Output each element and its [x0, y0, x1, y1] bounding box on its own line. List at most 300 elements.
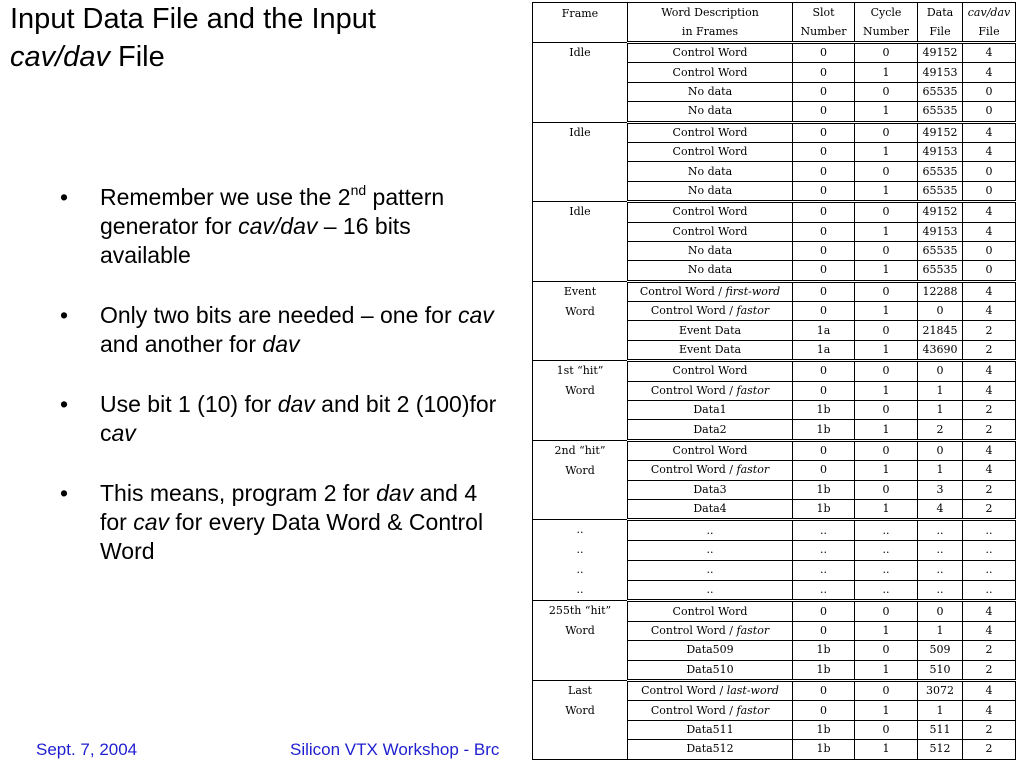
cavdav-file-cell: ..: [963, 580, 1016, 601]
slot-number-cell: 0: [793, 142, 855, 161]
frame-cell: [533, 202, 628, 282]
cavdav-file-cell: ..: [963, 520, 1016, 541]
word-description-text: Event Data: [678, 343, 742, 357]
bullet-text: This means, program 2 for: [100, 480, 377, 506]
slide-title-line1: Input Data File and the Input: [10, 3, 376, 35]
word-description-cell: [628, 321, 793, 340]
cycle-number-cell: ..: [855, 520, 918, 541]
cycle-number-cell: 0: [855, 321, 918, 340]
word-description-text: fastor: [736, 703, 770, 717]
column-header: [533, 3, 628, 43]
column-header-text: Cycle: [870, 6, 902, 19]
word-description-cell: [628, 102, 793, 122]
word-description-text: Data1: [693, 403, 727, 417]
word-description-text: Control Word /: [650, 703, 737, 717]
frame-label: Word: [565, 304, 595, 318]
frame-label: Idle: [569, 46, 591, 59]
frame-label: Word: [565, 384, 595, 398]
frame-label: 255th “hit”: [548, 604, 612, 618]
word-description-text: No data: [687, 244, 733, 258]
cavdav-file-cell: 4: [963, 680, 1016, 700]
word-description-text: Control Word: [672, 604, 748, 618]
data-file-cell: 1: [918, 381, 963, 400]
cavdav-file-cell: 4: [963, 122, 1016, 142]
table-row: [533, 361, 1016, 381]
frame-label: Word: [565, 463, 595, 477]
frame-cell: [533, 520, 628, 601]
slot-number-cell: 1b: [793, 401, 855, 420]
data-file-cell: 512: [918, 740, 963, 759]
data-file-cell: ..: [918, 520, 963, 541]
cavdav-file-cell: 0: [963, 102, 1016, 122]
bullet-text: dav: [376, 480, 414, 506]
cycle-number-cell: 0: [855, 361, 918, 381]
data-file-cell: 3: [918, 480, 963, 499]
column-header: [963, 3, 1016, 43]
data-file-cell: 12288: [918, 281, 963, 301]
cavdav-file-cell: 0: [963, 82, 1016, 101]
cycle-number-cell: 0: [855, 680, 918, 700]
cycle-number-cell: 1: [855, 142, 918, 161]
frame-label: 1st “hit”: [556, 364, 604, 378]
slot-number-cell: 0: [793, 241, 855, 260]
word-description-cell: [628, 621, 793, 640]
cycle-number-cell: 1: [855, 499, 918, 519]
data-file-cell: 49152: [918, 202, 963, 222]
word-description-text: Event Data: [678, 323, 742, 337]
word-description-cell: [628, 122, 793, 142]
cycle-number-cell: 1: [855, 222, 918, 241]
frame-label: Idle: [569, 125, 591, 139]
column-header: [793, 3, 855, 43]
data-file-cell: 0: [918, 302, 963, 321]
column-header-text: Slot: [812, 6, 835, 19]
data-file-cell: ..: [918, 541, 963, 561]
cycle-number-cell: 0: [855, 82, 918, 101]
slot-number-cell: 0: [793, 302, 855, 321]
slot-number-cell: 0: [793, 461, 855, 480]
frame-label: Last: [568, 683, 592, 697]
word-description-cell: [628, 660, 793, 680]
word-description-text: Control Word: [672, 46, 748, 60]
data-file-cell: 65535: [918, 82, 963, 101]
word-description-cell: [628, 241, 793, 260]
bullet-text: cav/dav: [238, 213, 318, 239]
word-description-cell: [628, 43, 793, 63]
slot-number-cell: 0: [793, 102, 855, 122]
cavdav-file-cell: 4: [963, 361, 1016, 381]
word-description-cell: [628, 480, 793, 499]
slot-number-cell: 1b: [793, 740, 855, 759]
column-header: [918, 3, 963, 43]
cavdav-file-cell: 2: [963, 660, 1016, 680]
cycle-number-cell: 1: [855, 701, 918, 720]
word-description-text: ..: [706, 582, 714, 596]
bullet-text: and bit 2 (100)for c: [100, 391, 497, 446]
slot-number-cell: 0: [793, 601, 855, 621]
data-file-cell: 49152: [918, 43, 963, 63]
cycle-number-cell: 1: [855, 740, 918, 759]
column-header-text: in Frames: [681, 25, 739, 38]
slot-number-cell: 1b: [793, 641, 855, 660]
word-description-text: Control Word: [672, 224, 748, 238]
data-file-cell: 65535: [918, 261, 963, 281]
slot-number-cell: 1b: [793, 499, 855, 519]
cavdav-file-cell: 4: [963, 43, 1016, 63]
cavdav-file-cell: 2: [963, 321, 1016, 340]
word-description-text: Control Word: [672, 205, 748, 219]
word-description-text: ..: [706, 523, 714, 537]
cycle-number-cell: 0: [855, 440, 918, 460]
frame-label: Idle: [569, 205, 591, 219]
frame-cell: [533, 680, 628, 759]
slot-number-cell: 0: [793, 381, 855, 400]
word-description-text: Data511: [686, 722, 734, 736]
table-header-row: [533, 3, 1016, 43]
slide-title-file: File: [109, 41, 165, 73]
word-description-cell: [628, 580, 793, 601]
cavdav-file-cell: 2: [963, 340, 1016, 360]
word-description-text: No data: [687, 164, 733, 178]
cavdav-file-cell: ..: [963, 541, 1016, 561]
bullet-text: Remember we use the 2: [100, 184, 351, 210]
column-header: [855, 3, 918, 43]
word-description-text: Data512: [686, 742, 734, 756]
word-description-text: Data509: [686, 643, 734, 657]
table-row: [533, 202, 1016, 222]
cavdav-file-cell: 4: [963, 440, 1016, 460]
data-file-cell: 21845: [918, 321, 963, 340]
cycle-number-cell: 1: [855, 302, 918, 321]
word-description-cell: [628, 440, 793, 460]
frame-cell: [533, 440, 628, 520]
column-header-text: [533, 23, 627, 42]
frame-label: ..: [576, 583, 584, 597]
cavdav-file-cell: 2: [963, 401, 1016, 420]
word-description-text: Control Word: [672, 65, 748, 79]
word-description-cell: [628, 560, 793, 580]
table-row: [533, 440, 1016, 460]
data-file-cell: 65535: [918, 162, 963, 181]
cycle-number-cell: 0: [855, 202, 918, 222]
data-file-cell: 49153: [918, 142, 963, 161]
data-file-cell: 510: [918, 660, 963, 680]
word-description-cell: [628, 401, 793, 420]
data-file-cell: 4: [918, 499, 963, 519]
bullet-text: cav: [133, 509, 170, 535]
word-description-cell: [628, 520, 793, 541]
slot-number-cell: 0: [793, 680, 855, 700]
data-file-cell: 49153: [918, 222, 963, 241]
bullet-text: Only two bits are needed – one for: [100, 302, 458, 328]
word-description-cell: [628, 381, 793, 400]
cavdav-file-cell: 2: [963, 740, 1016, 759]
slot-number-cell: 0: [793, 82, 855, 101]
cavdav-file-cell: 4: [963, 601, 1016, 621]
cycle-number-cell: 0: [855, 122, 918, 142]
cavdav-file-cell: 4: [963, 142, 1016, 161]
slot-number-cell: 0: [793, 222, 855, 241]
frame-label: ..: [576, 523, 584, 537]
column-header-text: Number: [800, 25, 847, 38]
slot-number-cell: 1b: [793, 480, 855, 499]
data-file-cell: 1: [918, 461, 963, 480]
slot-number-cell: 0: [793, 43, 855, 63]
word-description-cell: [628, 261, 793, 281]
word-description-text: Control Word: [672, 364, 748, 378]
table-row: [533, 122, 1016, 142]
slot-number-cell: 0: [793, 63, 855, 82]
cavdav-file-cell: 2: [963, 480, 1016, 499]
slot-number-cell: ..: [793, 560, 855, 580]
data-file-cell: 49153: [918, 63, 963, 82]
slot-number-cell: ..: [793, 541, 855, 561]
frames-table: [532, 2, 1016, 760]
frame-cell: [533, 122, 628, 202]
slot-number-cell: 0: [793, 361, 855, 381]
slot-number-cell: 0: [793, 162, 855, 181]
column-header: [628, 3, 793, 43]
cycle-number-cell: 0: [855, 281, 918, 301]
word-description-text: ..: [706, 563, 714, 577]
data-file-cell: 0: [918, 361, 963, 381]
word-description-cell: [628, 63, 793, 82]
frame-label: ..: [576, 543, 584, 557]
slot-number-cell: 0: [793, 701, 855, 720]
word-description-cell: [628, 641, 793, 660]
bullet-text: nd: [350, 182, 367, 198]
cavdav-file-cell: 0: [963, 261, 1016, 281]
cycle-number-cell: 1: [855, 660, 918, 680]
word-description-cell: [628, 720, 793, 739]
bullet-text: – 16 bits available: [100, 213, 411, 268]
table-row: [533, 680, 1016, 700]
data-file-cell: 43690: [918, 340, 963, 360]
word-description-cell: [628, 82, 793, 101]
cavdav-file-cell: 2: [963, 499, 1016, 519]
column-header-text: Frame: [561, 6, 599, 20]
cycle-number-cell: 0: [855, 641, 918, 660]
bullet-item: [58, 390, 498, 448]
cavdav-file-cell: 4: [963, 461, 1016, 480]
frame-label: Event: [563, 284, 597, 298]
word-description-cell: [628, 202, 793, 222]
data-file-cell: 1: [918, 621, 963, 640]
cycle-number-cell: 0: [855, 401, 918, 420]
cavdav-file-cell: 0: [963, 241, 1016, 260]
word-description-text: ..: [706, 543, 714, 557]
cycle-number-cell: 0: [855, 241, 918, 260]
slide-title: [10, 0, 500, 76]
cycle-number-cell: 0: [855, 162, 918, 181]
bullet-text: dav: [277, 391, 315, 417]
bullet-item: [58, 301, 498, 359]
slot-number-cell: 0: [793, 122, 855, 142]
cavdav-file-cell: 2: [963, 420, 1016, 440]
cavdav-file-cell: 4: [963, 621, 1016, 640]
cavdav-file-cell: 4: [963, 302, 1016, 321]
word-description-text: Control Word /: [641, 684, 727, 698]
column-header-text: File: [929, 25, 951, 38]
data-file-cell: ..: [918, 580, 963, 601]
word-description-cell: [628, 740, 793, 759]
cavdav-file-cell: ..: [963, 560, 1016, 580]
bullet-text: Use bit 1 (10) for: [100, 391, 278, 417]
cavdav-file-cell: 4: [963, 281, 1016, 301]
slot-number-cell: 0: [793, 181, 855, 201]
cycle-number-cell: ..: [855, 541, 918, 561]
frame-label: Word: [565, 624, 595, 638]
bullet-text: and another for: [100, 331, 263, 357]
cycle-number-cell: 0: [855, 720, 918, 739]
word-description-text: No data: [687, 104, 733, 118]
slot-number-cell: 1a: [793, 340, 855, 360]
table-row: [533, 520, 1016, 541]
footer-date: Sept. 7, 2004: [36, 740, 138, 759]
column-header-text: Word Description: [661, 6, 759, 19]
column-header-text: Data: [926, 6, 954, 19]
data-file-cell: 1: [918, 401, 963, 420]
bullet-text: cav: [458, 302, 494, 328]
slot-number-cell: 1b: [793, 660, 855, 680]
bullet-text: av: [111, 420, 136, 446]
word-description-cell: [628, 420, 793, 440]
slot-number-cell: 1b: [793, 420, 855, 440]
word-description-text: Data2: [693, 422, 727, 436]
data-file-cell: 0: [918, 440, 963, 460]
word-description-cell: [628, 340, 793, 360]
cycle-number-cell: 0: [855, 43, 918, 63]
data-file-cell: 0: [918, 601, 963, 621]
data-file-cell: 511: [918, 720, 963, 739]
word-description-text: Data4: [693, 502, 727, 516]
data-file-cell: 2: [918, 420, 963, 440]
word-description-text: Data3: [693, 482, 727, 496]
slot-number-cell: ..: [793, 520, 855, 541]
word-description-text: Control Word /: [639, 284, 726, 298]
word-description-text: fastor: [736, 304, 770, 318]
bullet-text: and 4 for: [100, 480, 478, 535]
word-description-cell: [628, 181, 793, 201]
bullet-text: dav: [262, 331, 300, 357]
word-description-text: No data: [687, 263, 733, 277]
word-description-cell: [628, 541, 793, 561]
cycle-number-cell: 1: [855, 621, 918, 640]
word-description-cell: [628, 680, 793, 700]
word-description-cell: [628, 142, 793, 161]
column-header-text: File: [978, 25, 1000, 38]
frame-cell: [533, 601, 628, 681]
frame-label: ..: [576, 563, 584, 577]
table-row: [533, 43, 1016, 63]
word-description-text: Control Word /: [650, 463, 737, 477]
bullet-text: pattern generator for: [100, 184, 445, 239]
frame-label: 2nd “hit”: [554, 443, 606, 457]
word-description-text: first-word: [725, 284, 781, 298]
word-description-text: last-word: [726, 684, 779, 698]
cycle-number-cell: 1: [855, 181, 918, 201]
table-row: [533, 601, 1016, 621]
slot-number-cell: 0: [793, 621, 855, 640]
cavdav-file-cell: 2: [963, 720, 1016, 739]
word-description-text: Control Word: [672, 125, 748, 139]
word-description-cell: [628, 601, 793, 621]
cycle-number-cell: 1: [855, 102, 918, 122]
frame-cell: [533, 43, 628, 123]
slot-number-cell: 0: [793, 440, 855, 460]
cycle-number-cell: ..: [855, 580, 918, 601]
cavdav-file-cell: 0: [963, 162, 1016, 181]
cycle-number-cell: ..: [855, 560, 918, 580]
data-file-cell: 49152: [918, 122, 963, 142]
word-description-cell: [628, 162, 793, 181]
word-description-cell: [628, 281, 793, 301]
cavdav-file-cell: 4: [963, 381, 1016, 400]
column-header-text: Number: [863, 25, 909, 38]
data-file-cell: ..: [918, 560, 963, 580]
cavdav-file-cell: 4: [963, 202, 1016, 222]
data-file-cell: 65535: [918, 102, 963, 122]
cycle-number-cell: 1: [855, 420, 918, 440]
slide-title-line2: [10, 38, 500, 76]
word-description-text: fastor: [736, 463, 770, 477]
cycle-number-cell: 1: [855, 381, 918, 400]
bullet-text: for every Data Word & Control Word: [100, 509, 484, 564]
word-description-text: fastor: [736, 623, 770, 637]
data-file-cell: 65535: [918, 241, 963, 260]
cavdav-file-cell: 4: [963, 222, 1016, 241]
word-description-text: Control Word /: [650, 623, 737, 637]
bullet-item: [58, 479, 498, 566]
cavdav-file-cell: 2: [963, 641, 1016, 660]
word-description-cell: [628, 302, 793, 321]
slide-title-cavdav: cav/dav: [10, 41, 110, 73]
frames-table-container: [532, 2, 1015, 768]
frame-label: Word: [565, 703, 595, 717]
footer-title: Silicon VTX Workshop - Brc: [290, 740, 500, 759]
word-description-text: Control Word /: [650, 304, 737, 318]
word-description-cell: [628, 361, 793, 381]
word-description-text: Control Word: [672, 444, 748, 457]
data-file-cell: 65535: [918, 181, 963, 201]
slot-number-cell: 1b: [793, 720, 855, 739]
data-file-cell: 3072: [918, 680, 963, 700]
word-description-text: Control Word: [672, 145, 748, 159]
cavdav-file-cell: 0: [963, 181, 1016, 201]
word-description-text: Data510: [686, 662, 734, 676]
word-description-text: No data: [687, 84, 733, 98]
frame-cell: [533, 361, 628, 441]
bullet-list: [58, 183, 498, 597]
word-description-cell: [628, 461, 793, 480]
word-description-text: Control Word /: [650, 383, 737, 397]
word-description-text: fastor: [736, 383, 770, 397]
cycle-number-cell: 0: [855, 480, 918, 499]
cavdav-file-cell: 4: [963, 63, 1016, 82]
slot-number-cell: 0: [793, 261, 855, 281]
slot-number-cell: 0: [793, 202, 855, 222]
data-file-cell: 1: [918, 701, 963, 720]
cycle-number-cell: 0: [855, 601, 918, 621]
frame-cell: [533, 281, 628, 361]
table-row: [533, 281, 1016, 301]
word-description-cell: [628, 499, 793, 519]
slot-number-cell: 0: [793, 281, 855, 301]
word-description-cell: [628, 222, 793, 241]
data-file-cell: 509: [918, 641, 963, 660]
bullet-item: [58, 183, 498, 270]
slot-number-cell: ..: [793, 580, 855, 601]
